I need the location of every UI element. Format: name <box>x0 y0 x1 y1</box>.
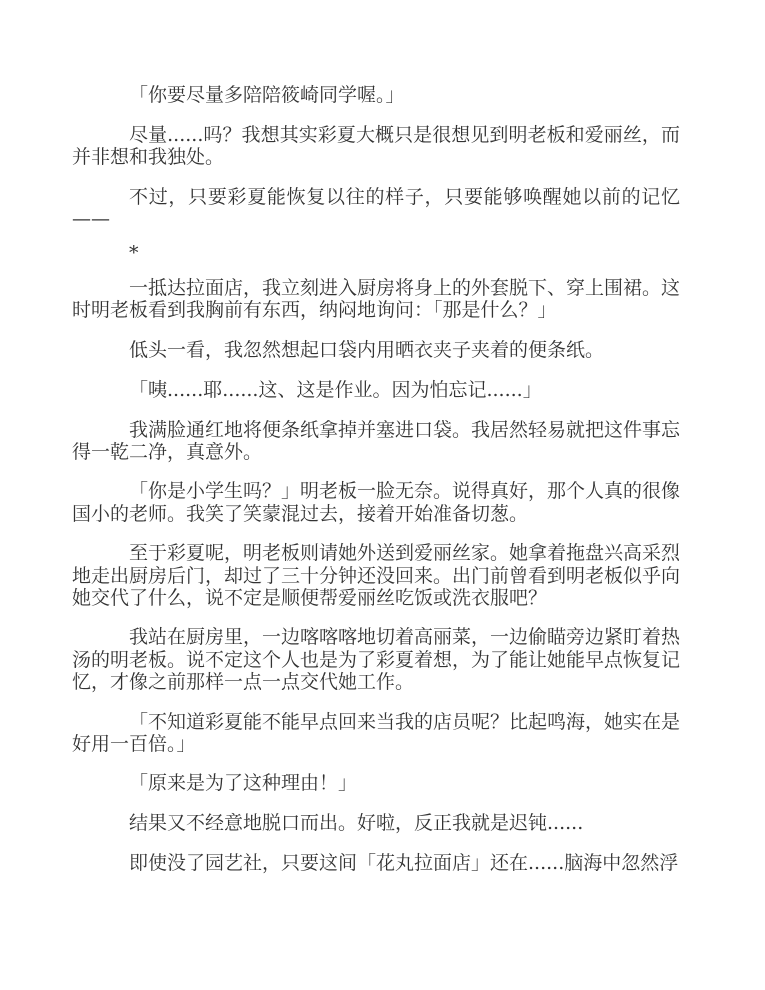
paragraph: 不过，只要彩夏能恢复以往的样子，只要能够唤醒她以前的记忆—— <box>72 185 680 230</box>
paragraph: 「不知道彩夏能不能早点回来当我的店员呢？比起鸣海，她实在是好用一百倍。」 <box>72 710 681 755</box>
paragraph: 「咦......耶......这、这是作业。因为怕忘记......」 <box>129 378 542 401</box>
paragraph: 一抵达拉面店，我立刻进入厨房将身上的外套脱下、穿上围裙。这时明老板看到我胸前有东西，纳闷地询问：「那是什么？」 <box>72 277 681 322</box>
paragraph: 「你要尽量多陪陪筱崎同学喔。」 <box>129 84 405 106</box>
paragraph: 即使没了园艺社，只要这间「花丸拉面店」还在......脑海中忽然浮 <box>129 851 679 874</box>
paragraph: 我站在厨房里，一边喀喀喀地切着高丽菜，一边偷瞄旁边紧盯着热汤的明老板。说不定这个人也是为了彩夏着想，为了能让她能早点恢复记忆，才像之前那样一点一点交代她工作。 <box>72 626 681 693</box>
paragraph: 「你是小学生吗？」明老板一脸无奈。说得真好，那个人真的很像国小的老师。我笑了笑蒙混过去，接着开始准备切葱。 <box>72 480 681 525</box>
section-divider: * <box>129 242 139 265</box>
paragraph: 尽量......吗？我想其实彩夏大概只是很想见到明老板和爱丽丝，而并非想和我独处。 <box>72 123 680 168</box>
paragraph: 我满脸通红地将便条纸拿掉并塞进口袋。我居然轻易就把这件事忘得一乾二净，真意外。 <box>72 418 681 463</box>
paragraph: 结果又不经意地脱口而出。好啦，反正我就是迟钝...... <box>129 812 584 835</box>
paragraph: 至于彩夏呢，明老板则请她外送到爱丽丝家。她拿着拖盘兴高采烈地走出厨房后门，却过了三十分钟还没回来。出门前曾看到明老板似乎向她交代了什么，说不定是顺便帮爱丽丝吃饭或洗衣服吧？ <box>72 542 681 609</box>
paragraph: 「原来是为了这种理由！」 <box>129 772 358 795</box>
paragraph: 低头一看，我忽然想起口袋内用晒衣夹子夹着的便条纸。 <box>129 339 605 362</box>
